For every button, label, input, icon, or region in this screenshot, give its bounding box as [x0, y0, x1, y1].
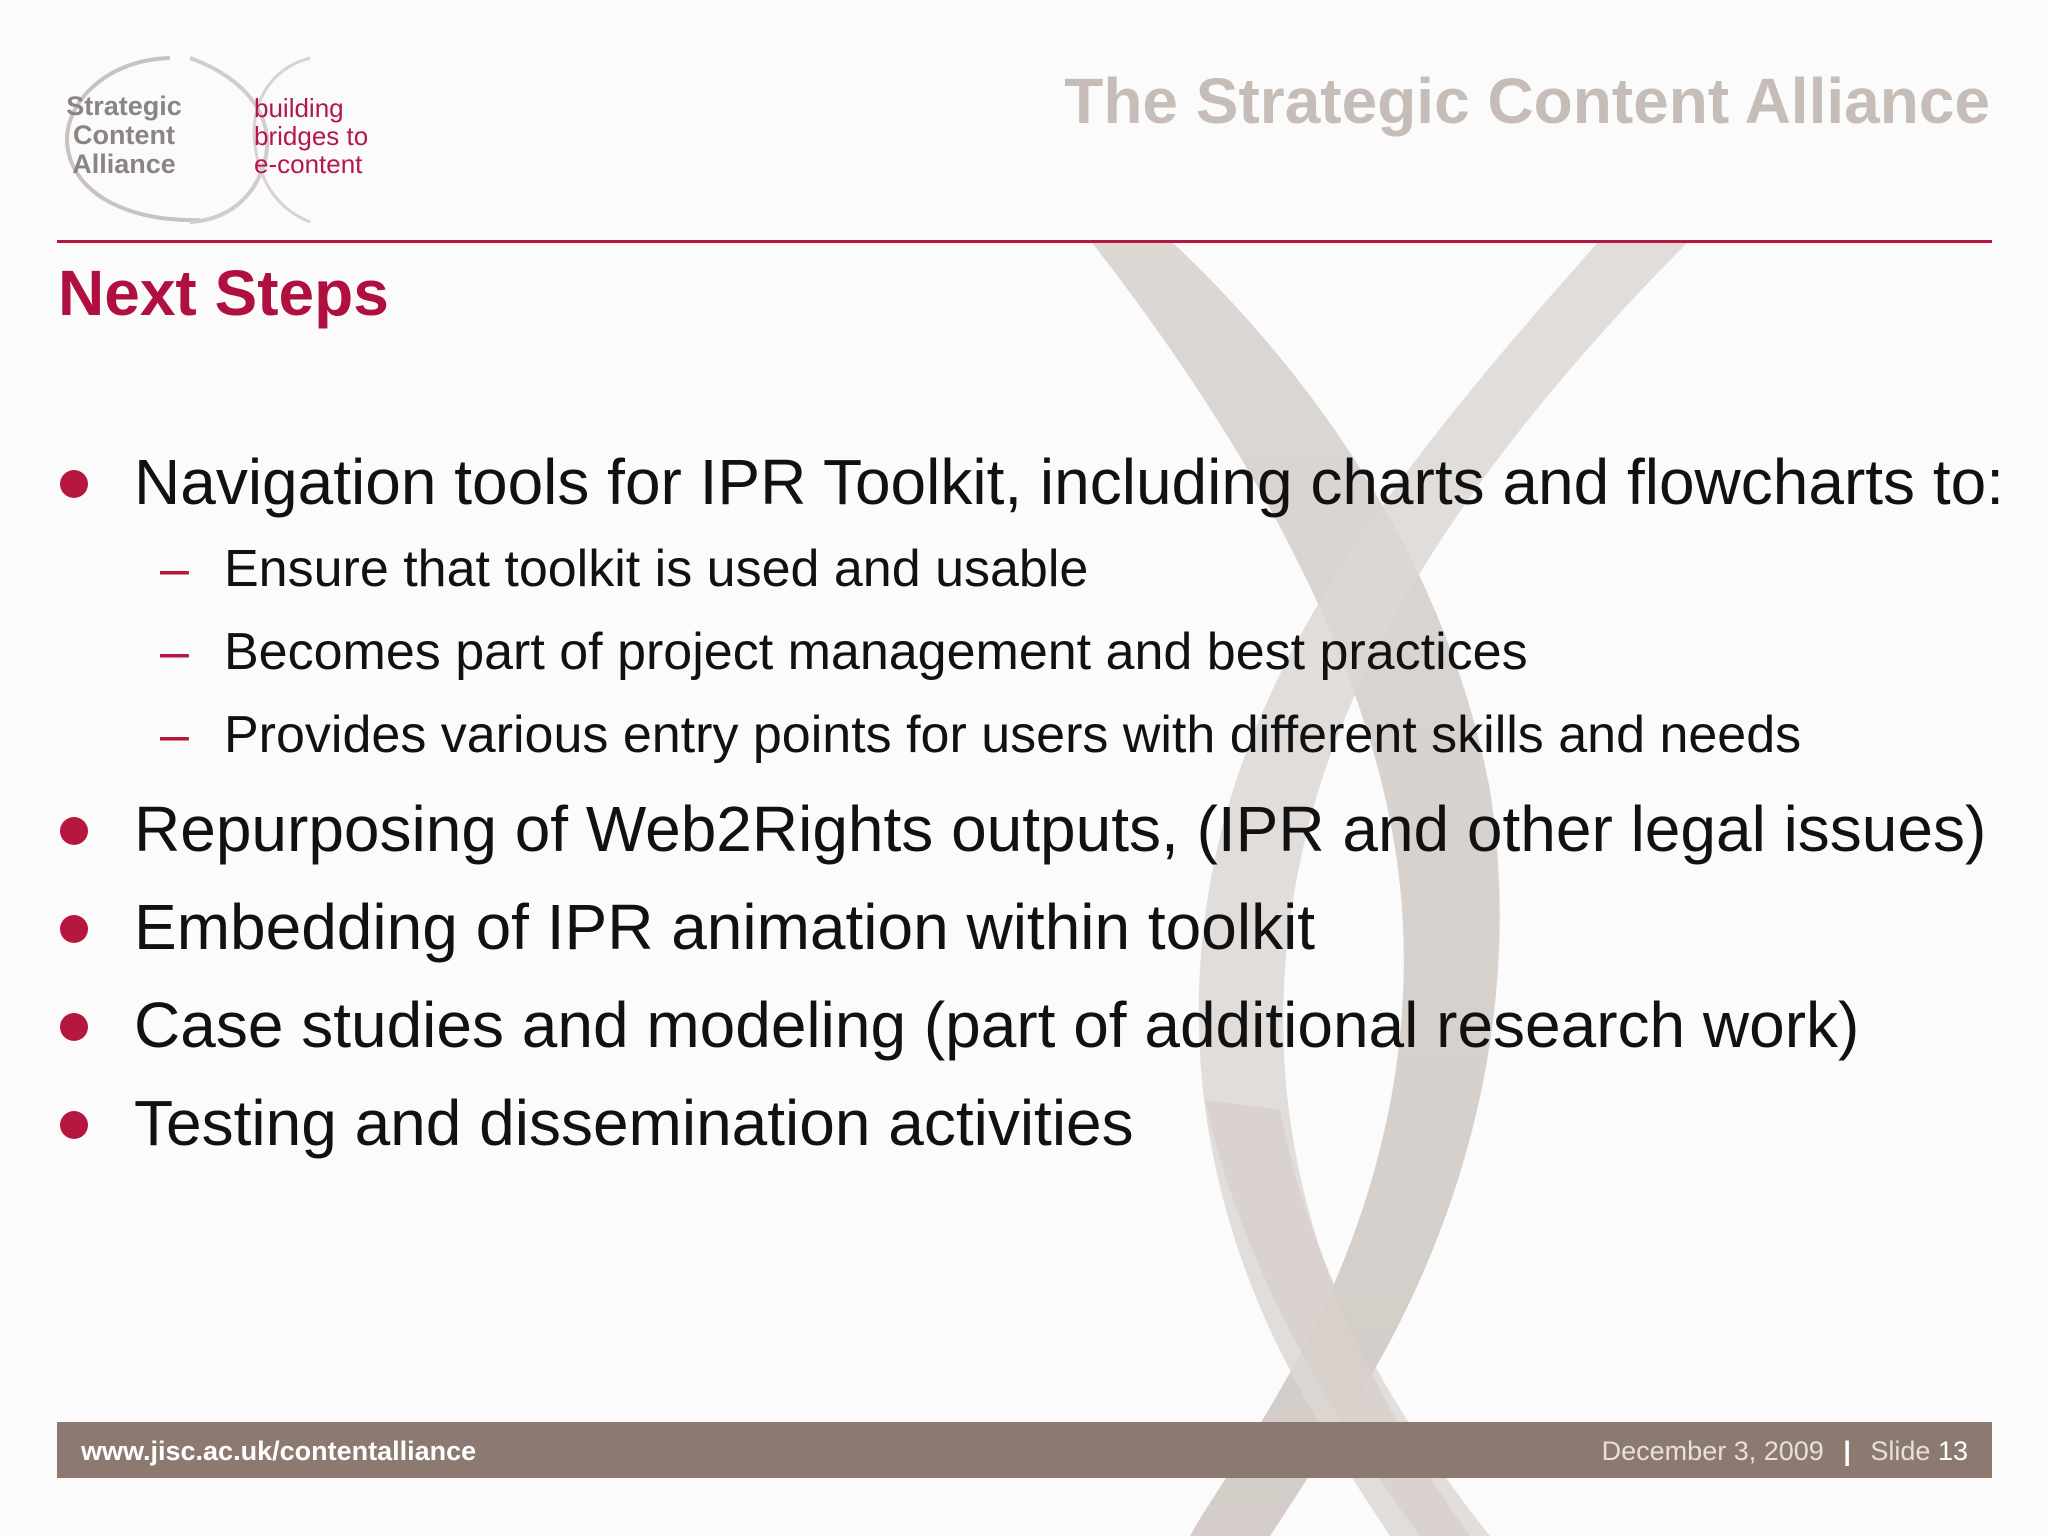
bullet-item	[58, 1081, 2008, 1165]
bullet-dot-icon	[60, 1013, 88, 1041]
bullet-dot-icon	[60, 470, 88, 498]
footer-date: December 3, 2009	[1601, 1436, 1824, 1466]
bullet-list	[58, 440, 2008, 1179]
dash-icon: –	[160, 540, 189, 598]
bullet-item	[58, 885, 2008, 969]
logo-line: Strategic	[66, 91, 182, 121]
bullet-text: Navigation tools for IPR Toolkit, including charts and flowcharts to:	[134, 446, 2004, 518]
bullet-item	[58, 983, 2008, 1067]
logo-tagline	[254, 94, 414, 178]
bullet-text: Repurposing of Web2Rights outputs, (IPR and other legal issues)	[134, 793, 1987, 865]
header-title: The Strategic Content Alliance	[1064, 65, 1990, 137]
sub-bullet-text: Ensure that toolkit is used and usable	[224, 540, 1089, 598]
bullet-dot-icon	[60, 817, 88, 845]
bullet-text: Case studies and modeling (part of additional research work)	[134, 989, 1860, 1061]
footer-url-link[interactable]: www.jisc.ac.uk/contentalliance	[81, 1436, 477, 1466]
dash-icon: –	[160, 706, 189, 764]
footer-bar	[57, 1422, 1992, 1478]
bullet-item	[58, 440, 2008, 524]
logo-line: Content	[73, 120, 175, 150]
sub-bullet-text: Provides various entry points for users with different skills and needs	[224, 706, 1802, 764]
sub-bullet-item	[58, 538, 2008, 600]
tagline-line: bridges to	[254, 121, 369, 151]
bullet-dot-icon	[60, 915, 88, 943]
slide-title: Next Steps	[58, 257, 389, 329]
tagline-line: building	[254, 93, 344, 123]
sub-bullet-item	[58, 621, 2008, 683]
bullet-text: Embedding of IPR animation within toolkit	[134, 891, 1316, 963]
dash-icon: –	[160, 623, 189, 681]
footer-slide-label: Slide	[1870, 1436, 1931, 1466]
sub-bullet-text: Becomes part of project management and best practices	[224, 623, 1528, 681]
footer-separator: |	[1843, 1436, 1851, 1466]
header-divider	[57, 240, 1992, 243]
sub-bullet-item	[58, 704, 2008, 766]
tagline-line: e-content	[254, 149, 363, 179]
bullet-text: Testing and dissemination activities	[134, 1087, 1134, 1159]
bullet-item	[58, 787, 2008, 871]
bullet-dot-icon	[60, 1111, 88, 1139]
footer-slide-number: 13	[1937, 1436, 1968, 1466]
logo-wordmark-left	[54, 92, 194, 179]
logo-line: Alliance	[72, 149, 176, 179]
sca-logo[interactable]	[40, 50, 400, 230]
footer-slide-info	[1602, 1436, 1968, 1467]
